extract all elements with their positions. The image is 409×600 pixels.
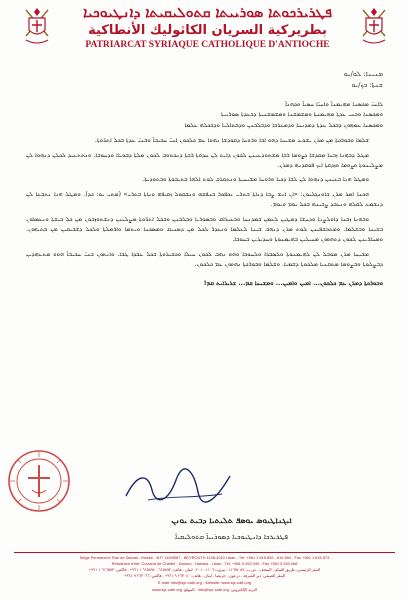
footer-address-french: Siège Permanent: Rue de Damas - Musée - B.P. 116/5087 - BEYROUTH 1106-2010 Liban - Tél. +961 1 615 892 - 615 894 - Fax +961 1 616 573	[79, 555, 330, 560]
greeting-line: ܘܡܟܣܢܐ ܘܒܢܝ ܥܕܬܐ ܡܗܝܡܢܬܐ ܘܡܫܡܫܢܐ ܘܡܫܡܫܢܝܬܐ ܕܒܥܕܬܐ ܣܘܪܝܝܬܐ	[220, 111, 383, 119]
letter-paragraph: ܘܡܛܠ ܗܢܐ ܒܥܝܢܢ ܕܢܗܘܐ ܠܢ ܠܒܐ ܕܟܝܐ ܘܪܘܚܐ ܡܫܝܚܝܬܐ ܘܢܬܩܪܒ ܠܘܬ ܐܠܗܐ ܒܬܝܒܘܬܐ ܘܒܬܘܕܝܬܐ.	[142, 176, 369, 184]
letter-closing: ܘܒܘܪܟܬܐ ܕܡܪܢ ܥܡ ܟܠܟܘܢ... ܐܡܝܢ ܘܐܡܝܢ... ܘܡܫܝܚܐ ܩܡ... ܫܪܝܪܐܝܬ ܩܡ!	[203, 279, 383, 287]
coat-of-arms-icon	[20, 6, 54, 46]
footer-divider	[14, 552, 395, 553]
seal-stamp-icon	[6, 448, 72, 514]
footer-address-arabic: المقر الرئيسي: طريق الشام - المتحف - ص.ب. ١١٦/٥٠٨٧ - بيروت ١١٠٦-٢٠١٠ - لبنان - هاتف: ٦١٥٨٩٢ - ٦١٥٨٩٤ ١ ٩٦١+ - فاكس: ٦١٦٥٧٣ ١ ٩٦١+	[88, 567, 321, 572]
footer-summer-residence-arabic: المقر الصيفي: دير الشرفة - درعون - حريصا - لبنان - هاتف: ٢٦٣٠٤٠ ٩ ٩٦١+ - فاكس: ٢٦٣٠٦٦ ٩ ٩٦١+	[124, 573, 285, 578]
greeting-line: ܠܐܚܝ̈ ܡܟܣܢܐ ܡܗܝܡܢܐ̈ ܘܐܚܝ̈ܐ ܚܣܝܐ̈ ܘܟܗܢܐ̈	[285, 101, 383, 108]
letter-paragraph: ܡܫܝܚܐ ܡܪܢ ܡܘܒܠ ܠܢ ܠܗܝܡܢܘܬܐ ܘܠܣܒܪܐ ܘܠܚܘܒܐ ܘܗܘ ܢܗܒ ܠܟܘܢ ܚܝܠܐ ܘܟܫܝܪܘܬܐ ܒܟܠ ܥܒܕܐ ܛܒܐ. ܘܐܢܬܘܢ ܒܢܝ̈ ܚܒܝܒܐ̈ ܗܘܘ ܡܬܥܗܕܝܢ ܕܒܨܠܘܬܐ ܘܒܨܘܡܐ ܡܬܩܢܝܐ ܡܠܟܘܬܐ ܕܫܡܝܐ. ܘܫܠܡܐ ܘܒܘܪܟܬܐ ܢܗܘܘܢ ܥܡ ܟܠܟܘܢ.	[26, 250, 383, 269]
letterhead-arabic-title: بطريركية السريان الكاثوليك الأنطاكية	[88, 23, 327, 38]
letter-paragraph: ܘܒܗܢܐ ܙܒܢܐ ܕܐܘܠܨܢܐ ܘܕܚܫܐ ܕܡܛܝܢ ܠܥܡܢ ܒܡܕܢܚܐ ܘܒܥܝܪܐܩ ܘܒܣܘܪܝܐ ܘܒܠܒܢܢ ܘܒܟܠ ܐܬܪ̈ܘܬܐ ܡܨܠܝܢܢ ܕܢܫܬܘܙܒܘܢ ܡܢ ܟܠ ܒܝܫܬܐ ܘܢܥܡܪܘܢ ܒܫܝܢܐ ܘܒܫܠܡܐ. ܘܡܬܟܫܦܝܢܢ ܠܘܬ ܡܪܢ ܕܢܗܒ ܫܝܢܐ ܠܥܠܡܐ ܘܢܥܕܪ ܠܟܠ ܡܢ ܕܣܢܝܩ ܘܡܣܟܢܐ ܘܝܬܡܐ ܘܐܪܡܠܬܐ ܘܠܟܠ ܕܫܒܝܩܝܢ ܡܢ ܒܬܝܗܘܢ. ܘܡܚܐܪܝܢܢ ܠܟܘܢ ܕܬܗܘܘܢ ܡܚܝܠܝܢ ܒܗܝܡܢܘܬܐ ܘܚܕܝܪܝܢ ܒܚܘܒܐ.	[26, 215, 383, 244]
letterhead	[62, 5, 353, 52]
letter-body	[26, 100, 383, 289]
reference-date: ܫܢܬܐ: ܒܟ/ܝܘ	[351, 81, 383, 89]
signatory-name: ܐܝܓܢܐܛܝܘܣ ܝܘܣܦ ܬܠܝܬܝܐ ܕܒܝܬ ܝܘܢܢ	[171, 516, 292, 525]
greeting-line: ܘܡܟܣܢܐ ܥܡܗܘܢ ܕܒܟܠ ܥܕܬܐ ܕܡܕܢܚܐ ܘܕܡܥܪܒܐ ܘܕܒܠܒܢܢ ܘܕܒܬܐܠܝܐ ܘܕܒܟܠܗ ܥܠܡܐ	[184, 121, 383, 129]
footer-contact-email[interactable]: E-mail: info@syr-cath.org - Website: www.syr-cath.org	[157, 580, 252, 585]
letter-paragraph: ܡܛܠ ܕܒܗܢܐ ܙܒܢܐ ܡܩܕܫܐ ܕܨܘܡܐ ܪܒܐ ܡܫܬܘܕܥܝܢܢ ܠܟܘܢ ܕܐܝܬ ܠܢ ܚܕܘܬܐ ܪܒܬܐ ܕܢܟܬܘܒ ܠܟܘܢ ܡܠܬܐ ܕܒܘܝܐܐ ܘܕܚܘܒܐ. ܘܢܬܬܥܝܕ ܠܟܠܢ ܕܢܗܘܐ ܠܢ ܡܨܠܝܢܘܬܐ ܘܨܘܡܐ ܘܙܕܩܬܐ ܐܝܟ ܦܘܩܕܢܗ ܕܡܪܢ.	[26, 151, 383, 170]
reference-number: ܡܢܝܢܐ: ܠܘ/ܝܘ	[343, 70, 383, 78]
signature-icon	[118, 466, 238, 506]
coat-of-arms-icon	[357, 6, 391, 46]
letterhead-syriac-title: ܦܛܪܝܪܟܘܬܐ ܣܘܪܝܝܬܐ ܩܬܘܠܝܩܝܬܐ ܕܐܢܛܝܘܟܝܐ	[83, 5, 332, 21]
letter-paragraph: ܫܠܡܐ ܘܒܘܪܟܬܐ ܡܢ ܡܪܢ ܝܫܘܥ ܡܫܝܚܐ ܕܗܘ ܐܒܐ ܘܪܘܚܐ ܕܩܘܕܫܐ ܢܗܘܐ ܥܡ ܟܠܟܘܢ ܐܚܝ̈ ܚܒܝܒܐ̈ ܘܒܢܝ̈ ܥܕܬܐ ܒܟܠ ܐܬܪ̈ܘܬܐ.	[94, 137, 369, 145]
letterhead-french-title: PATRIARCAT SYRIAQUE CATHOLIQUE D'ANTIOCHE	[85, 40, 330, 50]
footer-contact-arabic: البريد الإلكتروني: info@syr-cath.org - الموقع: www.syr-cath.org	[152, 587, 257, 592]
footer-summer-residence-french: Résidence d'été: Couvent de Charfet - Daroun - Harissa - Liban - Tél. +961 9 263 040 - Fax +961 9 263 066	[111, 561, 298, 566]
signatory-title: ܦܛܪܝܪܟܐ ܕܐܢܛܝܘܟܝܐ ܕܣܘܪܝܝܐ̈ ܩܬܘܠܝܩܝܐ̈	[175, 532, 288, 541]
letter-paragraph: ܗܟܢܐ ܐܡܪ ܡܪܢ ܒܐܘܢܓܠܝܘܢ: «ܐܢ ܐܢܫ ܨܒܐ ܕܢܐܬܐ ܒܬܪܝ ܢܟܦܘܪ ܒܢܦܫܗ ܘܢܫܩܘܠ ܙܩܝܦܗ ܘܢܐܬܐ ܒܬܪܝ» (ܡܬܝ ܝܘ: ܟܕ). ܘܡܛܠ ܗܢܐ ܢܬܒܥܐ ܠܢ ܕܢܫܡܥ ܠܩܠܗ ܘܢܥܒܕ ܨܒܝܢܗ ܒܟܠ ܝܘܡ ܘܝܘܡ.	[26, 190, 383, 209]
